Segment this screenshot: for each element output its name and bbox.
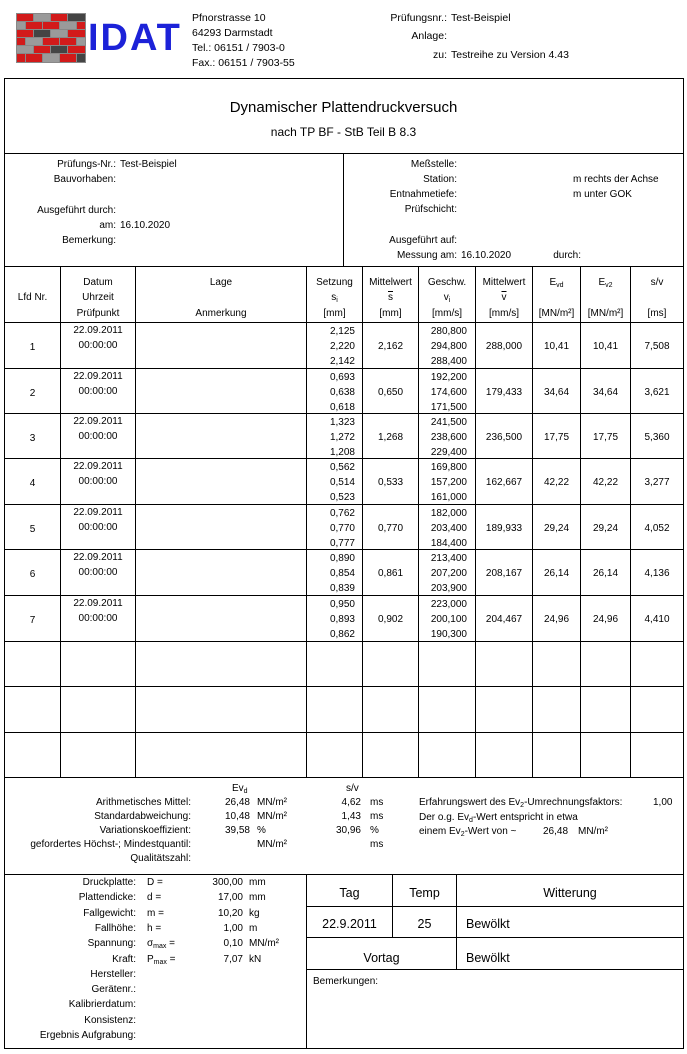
row-nr: 1 — [29, 342, 36, 353]
equipment-symbol: d = — [147, 892, 162, 904]
row-v-mean: 189,933 — [485, 523, 523, 534]
row-s-mean: 0,861 — [377, 568, 404, 579]
row-nr: 4 — [29, 478, 36, 489]
logo-brick-icon — [16, 13, 86, 63]
row-date: 22.09.2011 — [73, 416, 123, 427]
row-s-value: 0,854 — [329, 568, 355, 579]
address-line-4: Fax.: 06151 / 7903-55 — [192, 57, 295, 69]
ev2-unit: MN/m² — [578, 826, 608, 837]
row-v-value: 157,200 — [430, 477, 467, 488]
row-ev2: 42,22 — [592, 477, 619, 488]
row-s-value: 0,762 — [329, 508, 355, 519]
row-v-value: 223,000 — [430, 599, 467, 610]
row-v-value: 288,400 — [430, 356, 467, 367]
th-mm1: [mm] — [323, 308, 346, 319]
row-s-mean: 2,162 — [377, 341, 404, 352]
equipment-value: 300,00 — [212, 877, 243, 888]
row-s-value: 2,142 — [329, 356, 355, 367]
row-v-value: 171,500 — [430, 402, 467, 413]
stats-evd-unit: % — [257, 825, 266, 836]
th-mnm1: [MN/m²] — [538, 308, 575, 319]
pruefschicht-label: Prüfschicht: — [404, 204, 457, 215]
row-v-mean: 208,167 — [485, 568, 523, 579]
row-v-value: 207,200 — [430, 568, 467, 579]
stats-sv-unit: ms — [370, 811, 384, 822]
th-evd: $E_{vd}$ — [549, 277, 564, 289]
row-nr: 5 — [29, 524, 36, 535]
equipment-label: Kalibrierdatum: — [68, 999, 136, 1011]
row-time: 00:00:00 — [78, 386, 118, 397]
row-v-mean: 236,500 — [485, 432, 523, 443]
ausgefuehrt-auf-label: Ausgeführt auf: — [389, 235, 457, 246]
th-mittelwert-v: Mittelwert — [482, 277, 526, 288]
equipment-label: Fallhöhe: — [94, 922, 136, 934]
row-sv: 3,621 — [644, 387, 670, 398]
row-s-mean: 0,650 — [377, 387, 404, 398]
equipment-value: 1,00 — [223, 922, 243, 934]
row-v-value: 294,800 — [430, 341, 467, 352]
row-s-value: 0,950 — [329, 599, 355, 610]
stats-sv-value: 4,62 — [341, 797, 361, 808]
equipment-label: Plattendicke: — [78, 892, 136, 904]
stats-sv-unit: ms — [370, 797, 384, 808]
row-time: 00:00:00 — [78, 340, 118, 351]
row-v-mean: 162,667 — [485, 477, 523, 488]
row-s-value: 0,618 — [329, 402, 355, 413]
row-time: 00:00:00 — [78, 522, 118, 533]
bauvorhaben-label: Bauvorhaben: — [53, 174, 116, 185]
row-s-value: 0,893 — [329, 614, 355, 625]
row-sv: 4,410 — [644, 614, 670, 625]
stats-evd-unit: MN/m² — [257, 811, 287, 822]
th-anmerkung: Anmerkung — [195, 308, 247, 319]
row-s-value: 0,890 — [329, 553, 355, 564]
ev2-note-1: Erfahrungswert des $Ev_2$-Umrechnungsfaktors: — [419, 797, 623, 809]
row-evd: 29,24 — [543, 523, 570, 534]
th-mms2: [mm/s] — [489, 308, 519, 319]
row-s-value: 2,220 — [329, 341, 355, 352]
equipment-value: 0,10 — [223, 938, 243, 950]
row-nr: 2 — [29, 388, 36, 399]
row-evd: 17,75 — [543, 432, 570, 443]
logo-text: IDAT — [88, 17, 182, 59]
row-v-value: 241,500 — [430, 417, 467, 428]
row-s-value: 1,208 — [329, 447, 355, 458]
pruefungs-nr-label: Prüfungs-Nr.: — [57, 159, 116, 170]
stats-sv-head: s/v — [346, 783, 359, 794]
row-sv: 3,277 — [644, 477, 670, 488]
th-ms: [ms] — [647, 308, 667, 319]
row-evd: 24,96 — [543, 614, 570, 625]
equipment-unit: mm — [249, 877, 266, 888]
row-ev2: 34,64 — [592, 387, 619, 398]
row-v-value: 229,400 — [430, 447, 467, 458]
bemerkungen-label: Bemerkungen: — [313, 976, 379, 987]
equipment-value: 10,20 — [217, 907, 243, 919]
bemerkung-label: Bemerkung: — [62, 235, 116, 246]
row-s-mean: 0,533 — [377, 477, 404, 488]
row-v-value: 203,400 — [430, 523, 467, 534]
row-s-value: 2,125 — [329, 326, 355, 337]
stats-sv-value: 1,43 — [341, 811, 361, 822]
am-label: am: — [99, 220, 116, 231]
stats-evd-value: 26,48 — [224, 797, 250, 808]
durch-label: durch: — [553, 250, 581, 261]
row-nr: 3 — [29, 433, 36, 444]
stats-evd-unit: MN/m² — [257, 839, 287, 850]
row-v-mean: 288,000 — [485, 341, 523, 352]
row-s-mean: 0,770 — [377, 523, 404, 534]
equipment-value: 7,07 — [223, 953, 243, 965]
th-pruefpunkt: Prüfpunkt — [76, 308, 120, 319]
row-sv: 4,052 — [644, 523, 670, 534]
row-evd: 10,41 — [543, 341, 570, 352]
row-nr: 6 — [29, 569, 36, 580]
weather-witterung-value: Bewölkt — [466, 917, 510, 931]
row-nr: 7 — [29, 615, 36, 626]
address-line-3: Tel.: 06151 / 7903-0 — [192, 42, 285, 54]
row-evd: 42,22 — [543, 477, 570, 488]
row-s-value: 0,693 — [329, 372, 355, 383]
page-subtitle: nach TP BF - StB Teil B 8.3 — [270, 125, 417, 139]
stats-evd-head: $Ev_d$ — [232, 783, 248, 795]
row-date: 22.09.2011 — [73, 371, 123, 382]
th-v-bar: $\overline{v}$ — [501, 292, 507, 303]
row-v-value: 192,200 — [430, 372, 467, 383]
stats-label: gefordertes Höchst-; Mindestquantil: — [30, 839, 191, 850]
messung-am-value: 16.10.2020 — [461, 250, 512, 261]
equipment-label: Konsistenz: — [84, 1014, 136, 1026]
th-mnm2: [MN/m²] — [587, 308, 624, 319]
row-date: 22.09.2011 — [73, 507, 123, 518]
row-sv: 5,360 — [644, 432, 670, 443]
row-date: 22.09.2011 — [73, 598, 123, 609]
th-mm2: [mm] — [379, 308, 402, 319]
weather-tag-label: Tag — [339, 886, 360, 900]
stats-evd-unit: MN/m² — [257, 797, 287, 808]
row-s-value: 0,777 — [329, 538, 355, 549]
row-v-mean: 204,467 — [485, 614, 523, 625]
equipment-label: Fallgewicht: — [83, 907, 136, 919]
entnahmetiefe-unit: m unter GOK — [573, 189, 632, 200]
ausgefuehrt-durch-label: Ausgeführt durch: — [37, 205, 116, 216]
row-v-value: 238,600 — [430, 432, 467, 443]
row-date: 22.09.2011 — [73, 325, 123, 336]
row-v-value: 190,300 — [430, 629, 467, 640]
ev2-note-2: Der o.g. $Ev_d$-Wert entspricht in etwa — [419, 812, 578, 824]
row-s-value: 1,272 — [329, 432, 355, 443]
equipment-value: 17,00 — [217, 892, 243, 904]
weather-vortag-value: Bewölkt — [466, 951, 510, 965]
equipment-label: Druckplatte: — [82, 877, 136, 888]
equipment-unit: mm — [249, 892, 266, 904]
station-label: Station: — [423, 174, 457, 185]
zu-value: Testreihe zu Version 4.43 — [451, 49, 569, 61]
ev2-value: 26,48 — [543, 826, 569, 837]
row-date: 22.09.2011 — [73, 552, 123, 563]
row-v-mean: 179,433 — [485, 387, 523, 398]
equipment-symbol: $\sigma_{max}$ = — [147, 938, 176, 951]
row-sv: 7,508 — [644, 341, 670, 352]
th-lfd: Lfd Nr. — [17, 292, 48, 303]
equipment-symbol: D = — [147, 877, 163, 888]
page-title: Dynamischer Plattendruckversuch — [229, 99, 458, 116]
weather-witterung-label: Witterung — [543, 886, 597, 900]
equipment-symbol: h = — [147, 922, 162, 934]
row-s-value: 0,523 — [329, 492, 355, 503]
row-s-value: 0,514 — [329, 477, 355, 488]
stats-label: Qualitätszahl: — [130, 853, 191, 864]
row-v-value: 182,000 — [430, 508, 467, 519]
equipment-unit: kN — [249, 953, 262, 965]
th-geschw: Geschw. — [427, 277, 467, 288]
equipment-label: Ergebnis Aufgrabung: — [39, 1030, 136, 1041]
th-vi: $v_i$ — [443, 292, 451, 304]
row-time: 00:00:00 — [78, 613, 118, 624]
equipment-unit: MN/m² — [249, 938, 279, 950]
equipment-label: Gerätenr.: — [91, 984, 136, 996]
stats-evd-value: 10,48 — [224, 811, 250, 822]
row-ev2: 17,75 — [592, 432, 619, 443]
row-s-value: 0,562 — [329, 462, 355, 473]
row-s-value: 0,638 — [329, 387, 355, 398]
th-setzung: Setzung — [316, 277, 353, 288]
row-time: 00:00:00 — [78, 567, 118, 578]
zu-label: zu: — [432, 49, 447, 61]
th-s-bar: $\overline{s}$ — [388, 292, 393, 303]
messstelle-label: Meßstelle: — [410, 159, 457, 170]
equipment-unit: m — [249, 922, 258, 934]
th-lage: Lage — [209, 277, 233, 288]
pruefnr-label: Prüfungsnr.: — [390, 12, 447, 24]
stats-sv-value: 30,96 — [335, 825, 361, 836]
anlage-label: Anlage: — [411, 30, 447, 42]
row-evd: 26,14 — [543, 568, 570, 579]
row-v-value: 200,100 — [430, 614, 467, 625]
stats-sv-unit: % — [370, 825, 379, 836]
th-datum: Datum — [83, 277, 113, 288]
row-s-value: 0,862 — [329, 629, 355, 640]
company-logo — [16, 13, 181, 63]
stats-sv-unit: ms — [370, 839, 384, 850]
row-s-mean: 0,902 — [377, 614, 404, 625]
address-line-1: Pfnorstrasse 10 — [192, 12, 266, 24]
th-si: $s_i$ — [331, 292, 338, 304]
row-ev2: 24,96 — [592, 614, 619, 625]
row-s-mean: 1,268 — [377, 432, 404, 443]
messung-am-label: Messung am: — [396, 250, 457, 261]
row-sv: 4,136 — [644, 568, 670, 579]
station-unit: m rechts der Achse — [573, 174, 659, 185]
row-v-value: 213,400 — [430, 553, 467, 564]
row-date: 22.09.2011 — [73, 461, 123, 472]
row-s-value: 0,839 — [329, 583, 355, 594]
equipment-symbol: $P_{max}$ = — [147, 953, 176, 966]
equipment-label: Spannung: — [87, 938, 136, 950]
weather-tag-value: 22.9.2011 — [322, 917, 377, 931]
equipment-label: Kraft: — [112, 953, 136, 965]
row-evd: 34,64 — [543, 387, 570, 398]
row-s-value: 0,770 — [329, 523, 355, 534]
row-time: 00:00:00 — [78, 476, 118, 487]
row-v-value: 184,400 — [430, 538, 467, 549]
entnahmetiefe-label: Entnahmetiefe: — [389, 189, 457, 200]
th-uhrzeit: Uhrzeit — [82, 292, 114, 303]
row-ev2: 10,41 — [592, 341, 619, 352]
ev2-factor: 1,00 — [653, 797, 673, 808]
equipment-unit: kg — [249, 907, 260, 919]
weather-temp-label: Temp — [409, 886, 440, 900]
th-mms1: [mm/s] — [432, 308, 462, 319]
row-v-value: 280,800 — [430, 326, 467, 337]
row-v-value: 161,000 — [430, 492, 467, 503]
am-value: 16.10.2020 — [120, 220, 171, 231]
stats-label: Variationskoeffizient: — [99, 825, 191, 836]
row-s-value: 1,323 — [329, 417, 355, 428]
weather-vortag-label: Vortag — [363, 951, 400, 965]
weather-temp-value: 25 — [417, 917, 432, 931]
th-ev2: $E_{v2}$ — [598, 277, 613, 289]
row-v-value: 203,900 — [430, 583, 467, 594]
address-line-2: 64293 Darmstadt — [192, 27, 273, 39]
pruefungs-nr-value: Test-Beispiel — [120, 159, 177, 170]
row-ev2: 29,24 — [592, 523, 619, 534]
equipment-symbol: m = — [147, 907, 164, 919]
row-v-value: 169,800 — [430, 462, 467, 473]
stats-evd-value: 39,58 — [224, 825, 250, 836]
ev2-note-3: einem $Ev_2$-Wert von ~ — [419, 826, 517, 838]
equipment-label: Hersteller: — [90, 968, 136, 980]
row-v-value: 174,600 — [430, 387, 467, 398]
th-mittelwert-s: Mittelwert — [369, 277, 412, 288]
stats-label: Standardabweichung: — [94, 811, 191, 822]
row-time: 00:00:00 — [78, 431, 118, 442]
stats-label: Arithmetisches Mittel: — [95, 797, 191, 808]
pruefnr-value: Test-Beispiel — [451, 12, 511, 24]
row-ev2: 26,14 — [592, 568, 619, 579]
th-sv: s/v — [650, 277, 664, 288]
